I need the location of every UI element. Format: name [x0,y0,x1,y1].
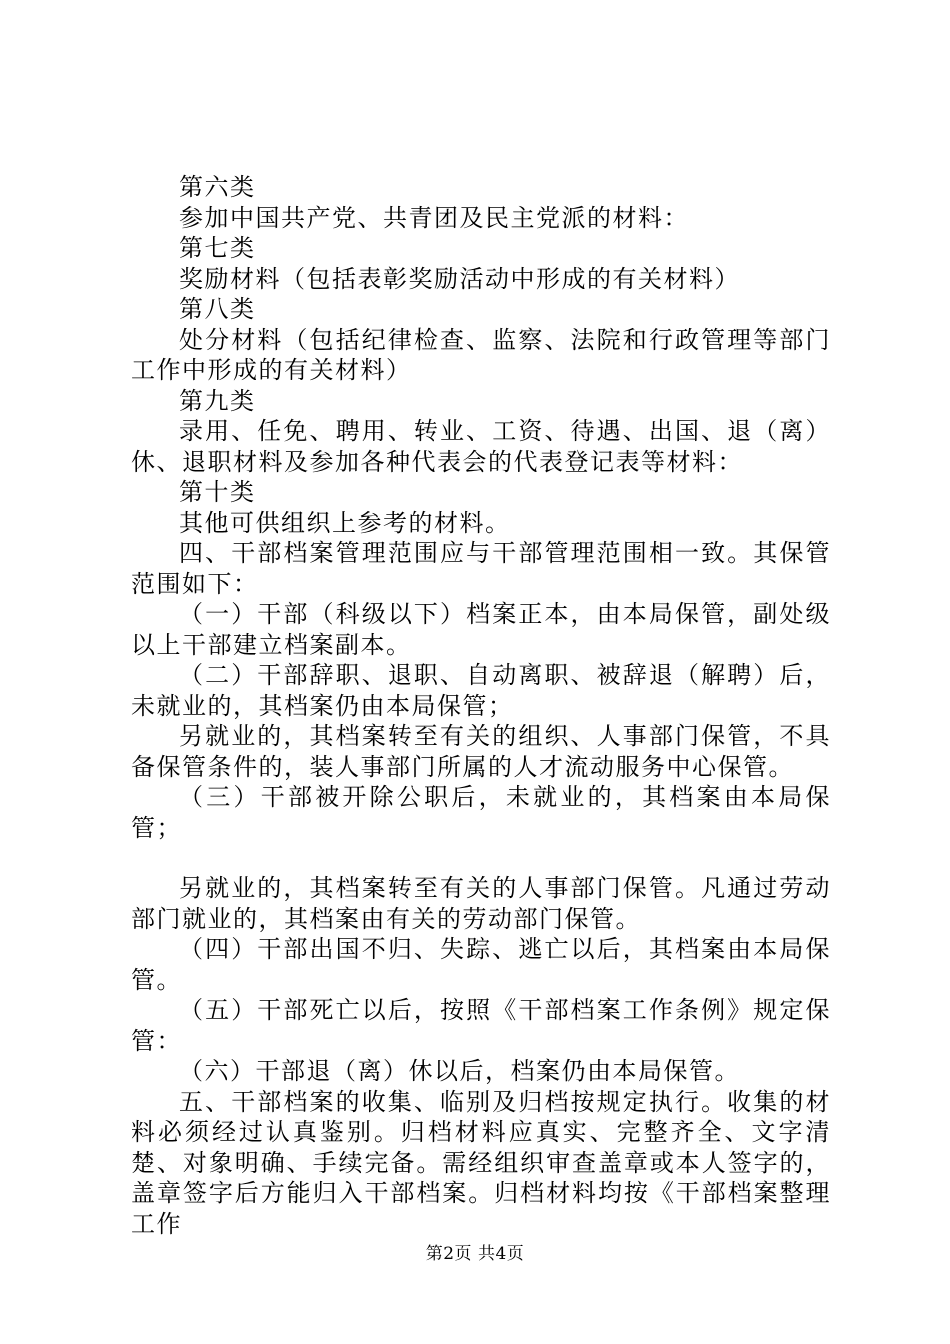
paragraph-category-9-text: 录用、任免、聘用、转业、工资、待遇、出国、退（离）休、退职材料及参加各种代表会的代表登记表等材料： [131,417,831,476]
paragraph-item-1: （一）干部（科级以下）档案正本，由本局保管，副处级以上干部建立档案副本。 [131,600,831,659]
page-number-label: 第2页 共4页 [425,1244,525,1264]
paragraph-section-5: 五、干部档案的收集、临别及归档按规定执行。收集的材料必须经过认真鉴别。归档材料应真实、完整齐全、文字清楚、对象明确、手续完备。需经组织审查盖章或本人签字的，盖章签字后方能归入干部档案。归档材料均按《干部档案整理工作 [131,1087,831,1238]
paragraph-category-9-heading: 第九类 [179,386,256,415]
paragraph-category-7-text: 奖励材料（包括表彰奖励活动中形成的有关材料） [179,264,740,293]
paragraph-item-4: （四）干部出国不归、失踪、逃亡以后，其档案由本局保管。 [131,935,831,994]
paragraph-category-6-heading: 第六类 [179,173,256,201]
paragraph-category-8-heading: 第八类 [179,295,256,323]
paragraph-item-5: （五）干部死亡以后，按照《干部档案工作条例》规定保管： [131,996,831,1055]
paragraph-category-10-text: 其他可供组织上参考的材料。 [179,508,511,537]
paragraph-category-8-text: 处分材料（包括纪律检查、监察、法院和行政管理等部门工作中形成的有关材料） [131,325,831,384]
paragraph-item-3-continued: 另就业的，其档案转至有关的人事部门保管。凡通过劳动部门就业的，其档案由有关的劳动部门保管。 [131,874,831,933]
paragraph-item-2-continued: 另就业的，其档案转至有关的组织、人事部门保管，不具备保管条件的，装人事部门所属的人才流动服务中心保管。 [131,722,831,781]
paragraph-category-10-heading: 第十类 [179,478,256,506]
paragraph-item-6: （六）干部退（离）休以后，档案仍由本局保管。 [179,1057,740,1085]
paragraph-item-2: （二）干部辞职、退职、自动离职、被辞退（解聘）后，未就业的，其档案仍由本局保管； [131,661,831,720]
document-body [131,172,831,1239]
paragraph-category-7-heading: 第七类 [179,234,256,262]
paragraph-category-6-text: 参加中国共产党、共青团及民主党派的材料： [179,203,689,232]
paragraph-section-4: 四、干部档案管理范围应与干部管理范围相一致。其保管范围如下： [131,539,831,598]
page-footer [0,1244,950,1264]
paragraph-item-3: （三）干部被开除公职后，未就业的，其档案由本局保管； [131,783,831,842]
